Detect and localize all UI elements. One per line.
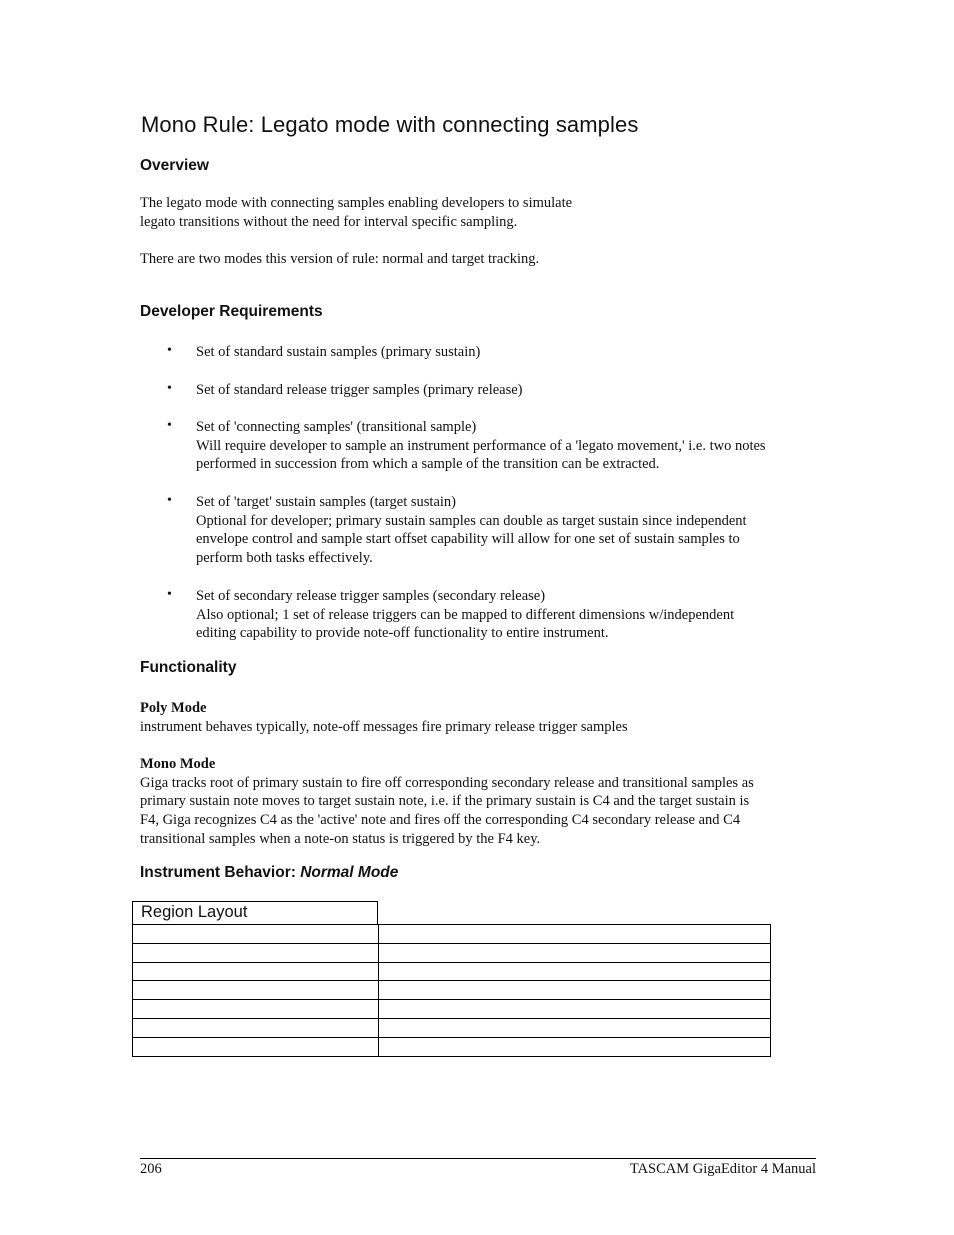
table-cell	[379, 901, 771, 925]
table-cell	[133, 1037, 379, 1056]
mono-mode-section	[140, 755, 820, 849]
text-line: The legato mode with connecting samples enabling developers to simulate	[140, 195, 573, 211]
behavior-heading-prefix: Instrument Behavior:	[140, 864, 301, 881]
text-line: Set of 'target' sustain samples (target sustain)	[196, 494, 457, 510]
table-cell	[133, 1018, 379, 1037]
bullet-icon: •	[167, 381, 172, 396]
requirement-item	[196, 381, 836, 400]
requirement-item	[196, 587, 836, 643]
page-title: Mono Rule: Legato mode with connecting samples	[141, 112, 639, 137]
text-line: Optional for developer; primary sustain samples can double as target sustain since independent	[196, 512, 747, 529]
poly-mode-text: instrument behaves typically, note-off messages fire primary release trigger samples	[140, 718, 628, 735]
mono-mode-title: Mono Mode	[140, 756, 216, 772]
text-line: Set of standard release trigger samples (primary release)	[196, 382, 523, 398]
text-line: F4, Giga recognizes C4 as the 'active' note and fires off the corresponding C4 secondary release and C4	[140, 812, 741, 829]
table-row	[133, 943, 771, 962]
overview-heading: Overview	[140, 157, 209, 174]
bullet-icon: •	[167, 587, 172, 602]
table-row	[133, 925, 771, 944]
table-cell	[379, 962, 771, 981]
text-line: envelope control and sample start offset capability will allow for one set of sustain samples to	[196, 531, 740, 548]
table-row	[133, 1018, 771, 1037]
table-cell	[133, 981, 379, 1000]
text-line: primary sustain note moves to target sustain note, i.e. if the primary sustain is C4 and the target sustain is	[140, 793, 750, 810]
text-line: perform both tasks effectively.	[196, 550, 373, 567]
table-cell	[379, 981, 771, 1000]
text-line: Set of standard sustain samples (primary sustain)	[196, 344, 481, 360]
table-cell	[379, 943, 771, 962]
functionality-heading: Functionality	[140, 659, 237, 676]
table-cell	[379, 1037, 771, 1056]
requirement-item	[196, 418, 836, 474]
table-cell	[133, 1000, 379, 1019]
bullet-icon: •	[167, 418, 172, 433]
table-row	[133, 1037, 771, 1056]
bullet-icon: •	[167, 493, 172, 508]
overview-paragraph-2: There are two modes this version of rule: normal and target tracking.	[140, 251, 540, 267]
requirements-heading: Developer Requirements	[140, 303, 323, 320]
overview-paragraph-1	[140, 194, 820, 231]
table-cell	[133, 925, 379, 944]
behavior-heading-mode: Normal Mode	[300, 864, 399, 881]
text-line: Will require developer to sample an instrument performance of a 'legato movement,' i.e. two notes	[196, 437, 766, 454]
table-row	[133, 981, 771, 1000]
text-line: transitional samples when a note-on status is triggered by the F4 key.	[140, 830, 541, 847]
behavior-heading	[140, 864, 398, 882]
footer-divider	[140, 1158, 816, 1159]
table-row	[133, 962, 771, 981]
text-line: Set of secondary release trigger samples (secondary release)	[196, 588, 546, 604]
page-number: 206	[140, 1161, 162, 1177]
poly-mode-section	[140, 699, 820, 736]
requirement-item	[196, 343, 836, 362]
text-line: Also optional; 1 set of release triggers can be mapped to different dimensions w/independent	[196, 606, 735, 623]
table-cell	[133, 943, 379, 962]
table-row	[133, 1000, 771, 1019]
table-cell	[379, 925, 771, 944]
table-cell	[133, 962, 379, 981]
poly-mode-title: Poly Mode	[140, 700, 207, 716]
table-cell	[379, 1018, 771, 1037]
text-line: editing capability to provide note-off functionality to entire instrument.	[196, 625, 609, 642]
requirement-item	[196, 493, 836, 568]
region-layout-header: Region Layout	[132, 901, 378, 925]
text-line: Set of 'connecting samples' (transitional sample)	[196, 419, 477, 435]
text-line: Giga tracks root of primary sustain to fire off corresponding secondary release and transitional samples as	[140, 774, 754, 791]
manual-title: TASCAM GigaEditor 4 Manual	[629, 1161, 816, 1177]
bullet-icon: •	[167, 343, 172, 358]
table-cell	[379, 1000, 771, 1019]
text-line: performed in succession from which a sample of the transition can be extracted.	[196, 456, 660, 473]
text-line: legato transitions without the need for interval specific sampling.	[140, 213, 518, 230]
